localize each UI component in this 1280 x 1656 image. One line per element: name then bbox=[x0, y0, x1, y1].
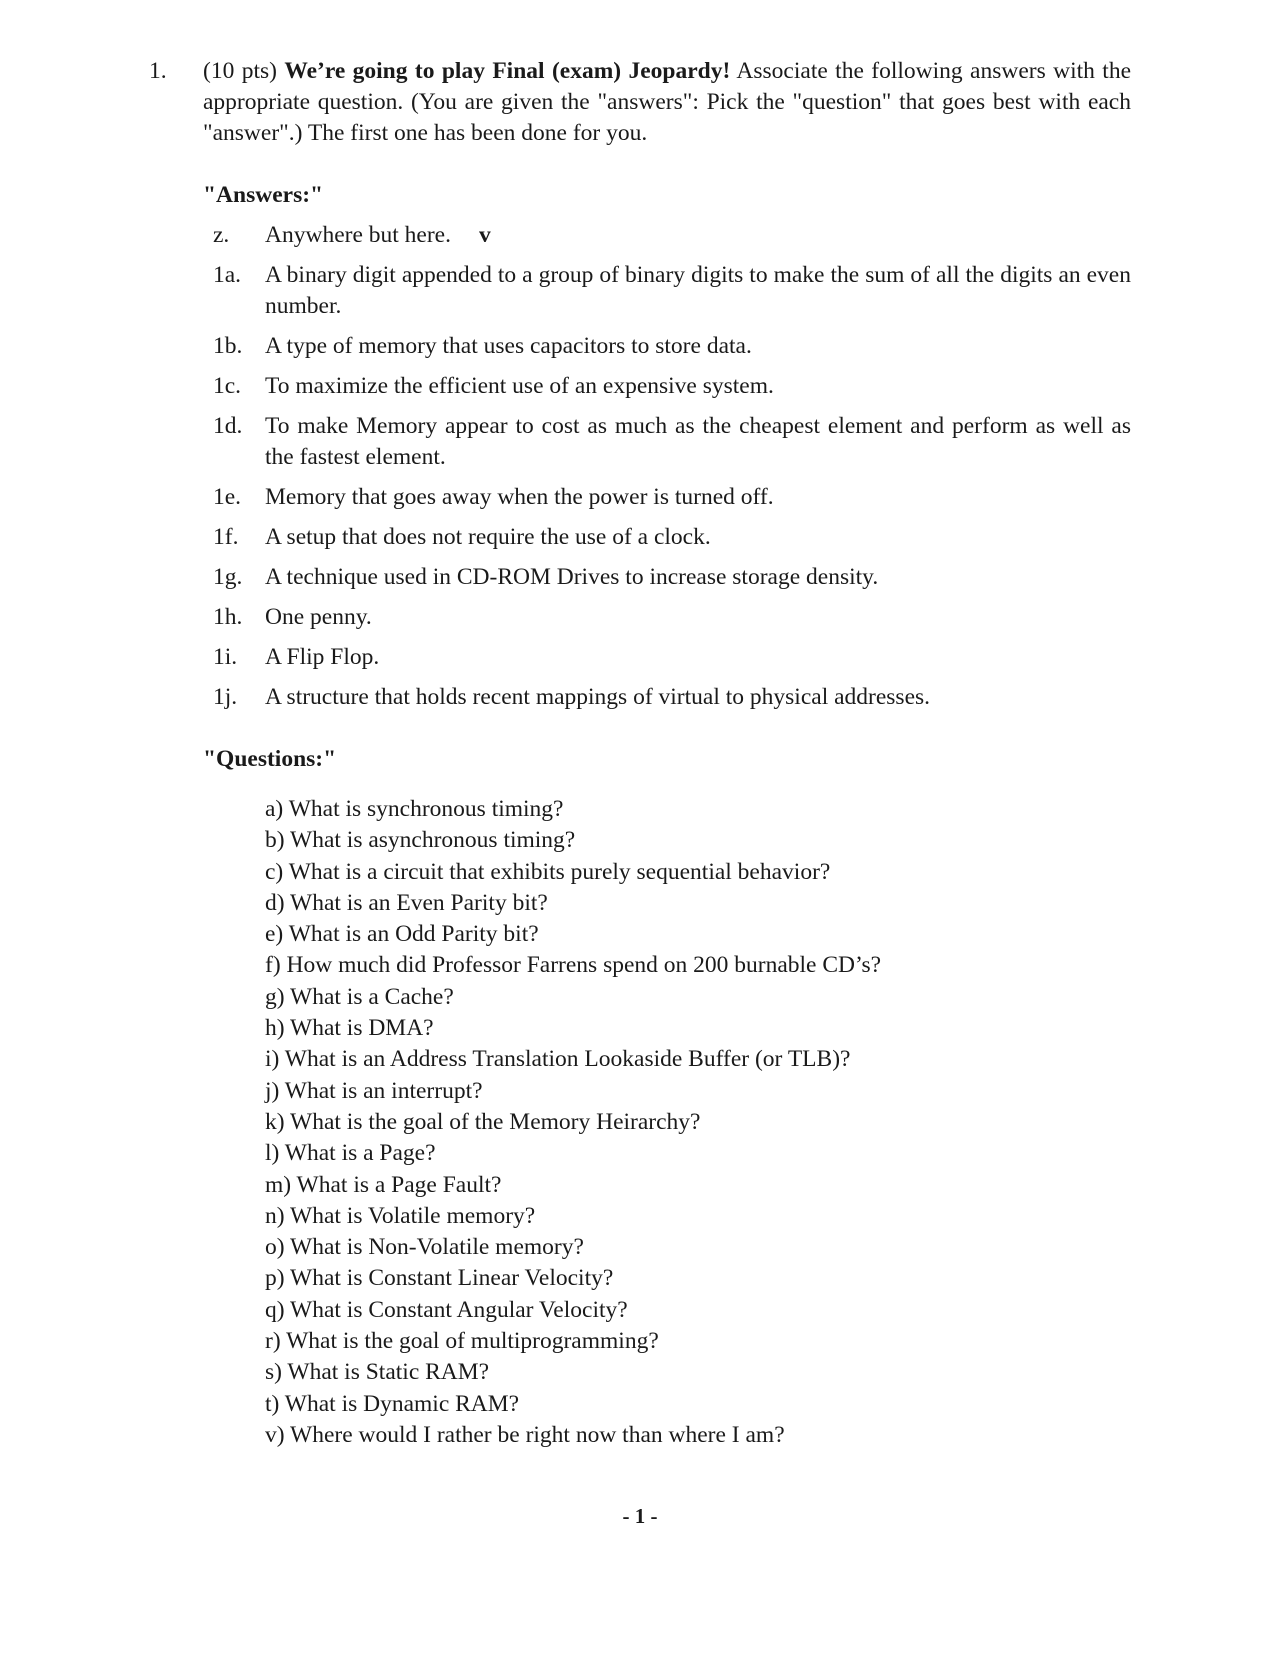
questions-heading: "Questions:" bbox=[203, 746, 337, 772]
answer-item bbox=[203, 260, 1131, 322]
question-title: We’re going to play Final (exam) Jeopardy! bbox=[284, 58, 731, 84]
answer-text-container bbox=[265, 682, 1131, 713]
answer-text: A binary digit appended to a group of binary digits to make the sum of all the digits an even number. bbox=[265, 262, 1131, 319]
answer-text: To maximize the efficient use of an expensive system. bbox=[265, 373, 774, 399]
question-item: v) Where would I rather be right now than where I am? bbox=[265, 1421, 785, 1448]
answer-text-container bbox=[265, 371, 1131, 402]
question-item: t) What is Dynamic RAM? bbox=[265, 1390, 520, 1417]
answer-list bbox=[203, 220, 1131, 722]
answer-mark: v bbox=[478, 222, 491, 248]
question-item: n) What is Volatile memory? bbox=[265, 1202, 536, 1229]
answer-item bbox=[203, 220, 1131, 251]
question-intro bbox=[203, 56, 1131, 149]
question-item: g) What is a Cache? bbox=[265, 983, 454, 1010]
page-number: - 1 - bbox=[622, 1504, 658, 1528]
question-item: e) What is an Odd Parity bit? bbox=[265, 921, 539, 948]
question-item: j) What is an interrupt? bbox=[265, 1077, 483, 1104]
answer-item bbox=[203, 642, 1131, 673]
answer-text-container bbox=[265, 522, 1131, 553]
answer-text-container bbox=[265, 562, 1131, 593]
answer-item bbox=[203, 682, 1131, 713]
question-item: f) How much did Professor Farrens spend on 200 burnable CD’s? bbox=[265, 952, 882, 979]
answer-item bbox=[203, 482, 1131, 513]
answer-item bbox=[203, 371, 1131, 402]
answer-label: 1i. bbox=[213, 644, 238, 670]
answer-text-container bbox=[265, 260, 1131, 322]
question-points: (10 pts) bbox=[203, 58, 277, 84]
answer-label: 1e. bbox=[213, 484, 242, 510]
answer-item bbox=[203, 562, 1131, 593]
answer-text: A type of memory that uses capacitors to store data. bbox=[265, 333, 752, 359]
question-number: 1. bbox=[149, 58, 167, 84]
question-item: d) What is an Even Parity bit? bbox=[265, 889, 548, 916]
answer-item bbox=[203, 331, 1131, 362]
question-item: i) What is an Address Translation Lookaside Buffer (or TLB)? bbox=[265, 1046, 851, 1073]
answer-label: 1d. bbox=[213, 413, 243, 439]
answer-text-container bbox=[265, 602, 1131, 633]
question-instructions: Associate the following answers with the appropriate question. (You are given the "answers": Pick the "question" that goes best with each "answer".) The first one has been done for you. bbox=[203, 58, 1131, 146]
answer-text-container bbox=[265, 482, 1131, 513]
question-item: b) What is asynchronous timing? bbox=[265, 827, 576, 854]
answer-label: 1a. bbox=[213, 262, 242, 288]
answer-text-container bbox=[265, 411, 1131, 473]
question-item: a) What is synchronous timing? bbox=[265, 796, 564, 822]
question-item: p) What is Constant Linear Velocity? bbox=[265, 1265, 614, 1292]
answer-item bbox=[203, 522, 1131, 553]
answer-label: z. bbox=[213, 222, 230, 248]
answer-text-container bbox=[265, 220, 1131, 251]
question-item: r) What is the goal of multiprogramming? bbox=[265, 1328, 659, 1355]
question-item: k) What is the goal of the Memory Heirarchy? bbox=[265, 1108, 701, 1135]
answer-item bbox=[203, 411, 1131, 473]
question-item: l) What is a Page? bbox=[265, 1140, 436, 1167]
answer-label: 1b. bbox=[213, 333, 243, 359]
question-item: q) What is Constant Angular Velocity? bbox=[265, 1296, 628, 1323]
question-item: o) What is Non-Volatile memory? bbox=[265, 1234, 584, 1261]
answer-label: 1h. bbox=[213, 604, 243, 630]
answer-text: Memory that goes away when the power is turned off. bbox=[265, 484, 774, 510]
question-item: m) What is a Page Fault? bbox=[265, 1171, 502, 1198]
answer-text: A structure that holds recent mappings of virtual to physical addresses. bbox=[265, 684, 931, 710]
answer-label: 1j. bbox=[213, 684, 238, 710]
answers-heading: "Answers:" bbox=[203, 182, 324, 208]
question-item: c) What is a circuit that exhibits purely sequential behavior? bbox=[265, 858, 831, 885]
answer-text: A technique used in CD-ROM Drives to increase storage density. bbox=[265, 564, 879, 590]
answer-text-container bbox=[265, 331, 1131, 362]
answer-text-container bbox=[265, 642, 1131, 673]
answer-item bbox=[203, 602, 1131, 633]
question-item: s) What is Static RAM? bbox=[265, 1359, 490, 1386]
answer-text: Anywhere but here. bbox=[265, 222, 451, 248]
answer-text: A setup that does not require the use of a clock. bbox=[265, 524, 711, 550]
answer-text: To make Memory appear to cost as much as the cheapest element and perform as well as the fastest element. bbox=[265, 413, 1131, 470]
question-item: h) What is DMA? bbox=[265, 1015, 434, 1042]
answer-label: 1f. bbox=[213, 524, 239, 550]
answer-text: One penny. bbox=[265, 604, 372, 630]
question-list bbox=[265, 794, 1145, 1451]
answer-label: 1g. bbox=[213, 564, 243, 590]
answer-text: A Flip Flop. bbox=[265, 644, 380, 670]
answer-label: 1c. bbox=[213, 373, 242, 399]
